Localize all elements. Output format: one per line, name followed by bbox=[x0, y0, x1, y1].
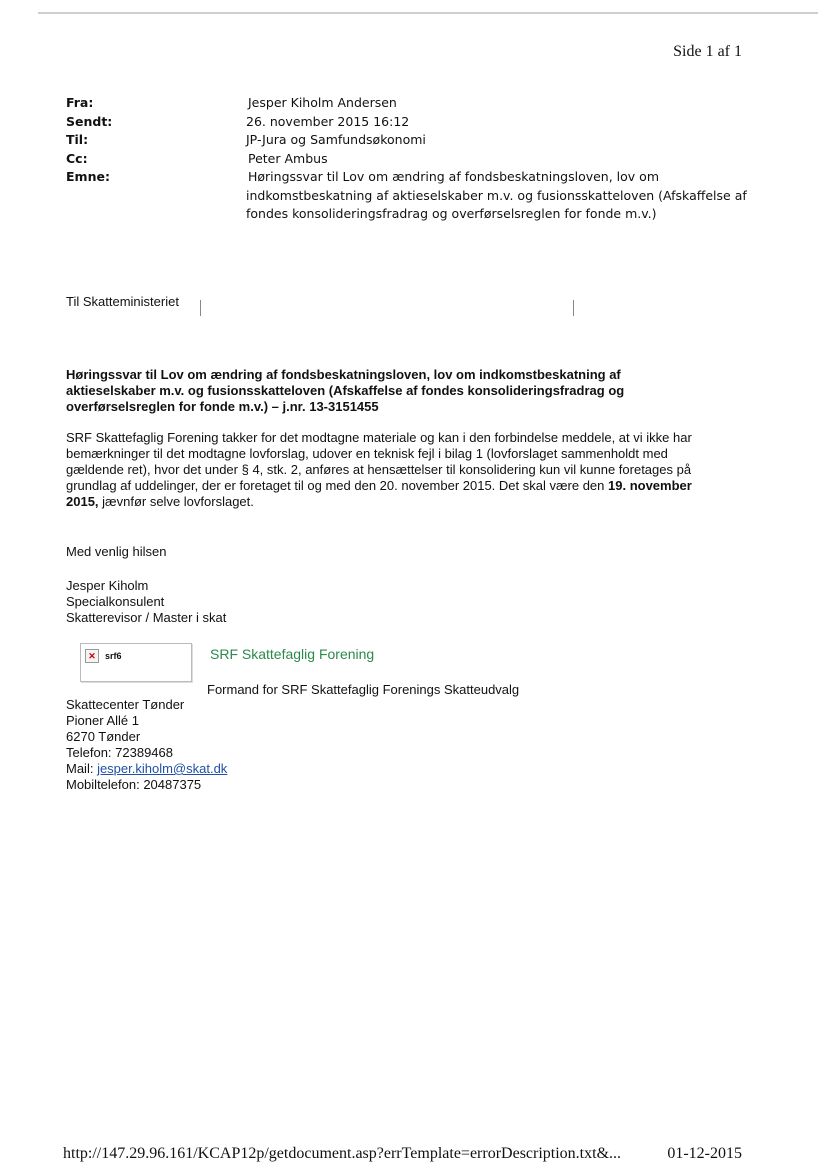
top-rule bbox=[38, 12, 818, 14]
cc-value: Peter Ambus bbox=[248, 150, 328, 166]
from-label: Fra: bbox=[66, 95, 94, 110]
signature-block bbox=[66, 578, 226, 626]
closing: Med venlig hilsen bbox=[66, 544, 167, 559]
role-line: Formand for SRF Skattefaglig Forenings Skatteudvalg bbox=[207, 682, 520, 697]
from-value: Jesper Kiholm Andersen bbox=[248, 95, 397, 110]
to-label: Til: bbox=[66, 132, 89, 147]
signature-subtitle: Skatterevisor / Master i skat bbox=[66, 610, 227, 625]
salutation: Til Skatteministeriet bbox=[66, 294, 179, 309]
email-header bbox=[66, 94, 766, 224]
logo-alt-text: srf6 bbox=[105, 651, 122, 661]
left-margin-mark bbox=[200, 300, 201, 316]
address-line-3: 6270 Tønder bbox=[66, 729, 141, 744]
signature-title: Specialkonsulent bbox=[66, 594, 165, 609]
header-sent-row bbox=[66, 113, 766, 132]
subject-line-2: indkomstbeskatning af aktieselskaber m.v. og fusionsskatteloven (Afskaffelse af bbox=[246, 187, 747, 203]
organization-name: SRF Skattefaglig Forening bbox=[210, 646, 375, 662]
email-link[interactable]: jesper.kiholm@skat.dk bbox=[97, 761, 228, 776]
mobile-phone: Mobiltelefon: 20487375 bbox=[66, 777, 202, 792]
signature-name: Jesper Kiholm bbox=[66, 578, 149, 593]
footer-date: 01-12-2015 bbox=[667, 1145, 742, 1162]
header-to-row bbox=[66, 131, 766, 150]
letter-body bbox=[66, 430, 748, 510]
body-line-1: SRF Skattefaglig Forening takker for det modtagne materiale og kan i den forbindelse meddele, at vi ikke har bbox=[66, 430, 692, 445]
cc-label: Cc: bbox=[66, 150, 88, 166]
body-line-5-bold: 2015, bbox=[66, 494, 99, 509]
sent-value: 26. november 2015 16:12 bbox=[246, 113, 410, 129]
logo-inner bbox=[85, 649, 122, 663]
subject-line-1: Høringssvar til Lov om ændring af fondsbeskatningsloven, lov om bbox=[248, 169, 659, 184]
body-line-5: jævnfør selve lovforslaget. bbox=[98, 494, 254, 509]
subject-line-3: fondes konsolideringsfradrag og overførselsreglen for fonde m.v.) bbox=[246, 206, 657, 221]
header-from-row bbox=[66, 94, 766, 113]
right-margin-mark bbox=[573, 300, 574, 316]
broken-image-icon: ✕ bbox=[85, 649, 99, 663]
header-subject-row bbox=[66, 168, 766, 224]
subject-value bbox=[246, 168, 766, 224]
address-line-1: Skattecenter Tønder bbox=[66, 697, 185, 712]
address-block bbox=[66, 697, 227, 793]
page-number: Side 1 af 1 bbox=[673, 43, 742, 60]
body-line-2: bemærkninger til det modtagne lovforslag, udover en teknisk fejl i bilag 1 (lovforslaget sammenholdt med bbox=[66, 446, 668, 461]
header-cc-row bbox=[66, 150, 766, 169]
sent-label: Sendt: bbox=[66, 113, 113, 129]
body-line-4: grundlag af uddelinger, der er foretaget til og med den 20. november 2015. Det skal være den bbox=[66, 478, 609, 493]
logo-image-placeholder bbox=[80, 643, 192, 682]
mail-label: Mail: bbox=[66, 761, 98, 776]
body-line-3: gældende ret), hvor det under § 4, stk. 2, anføres at hensættelser til konsolidering kun vil kunne foretages på bbox=[66, 462, 692, 477]
footer-url: http://147.29.96.161/KCAP12p/getdocument.asp?errTemplate=errorDescription.txt&... bbox=[63, 1145, 622, 1162]
phone: Telefon: 72389468 bbox=[66, 745, 173, 760]
to-value: JP-Jura og Samfundsøkonomi bbox=[246, 132, 426, 147]
letter-subject bbox=[66, 367, 746, 415]
letter-subject-line-2: aktieselskaber m.v. og fusionsskatteloven (Afskaffelse af fondes konsolideringsfradrag og bbox=[66, 383, 625, 398]
body-line-4-bold: 19. november bbox=[608, 478, 692, 493]
letter-subject-line-1: Høringssvar til Lov om ændring af fondsbeskatningsloven, lov om indkomstbeskatning af bbox=[66, 367, 621, 382]
address-line-2: Pioner Allé 1 bbox=[66, 713, 139, 728]
letter-subject-line-3: overførselsreglen for fonde m.v.) – j.nr. 13-3151455 bbox=[66, 399, 379, 414]
subject-label: Emne: bbox=[66, 169, 110, 184]
